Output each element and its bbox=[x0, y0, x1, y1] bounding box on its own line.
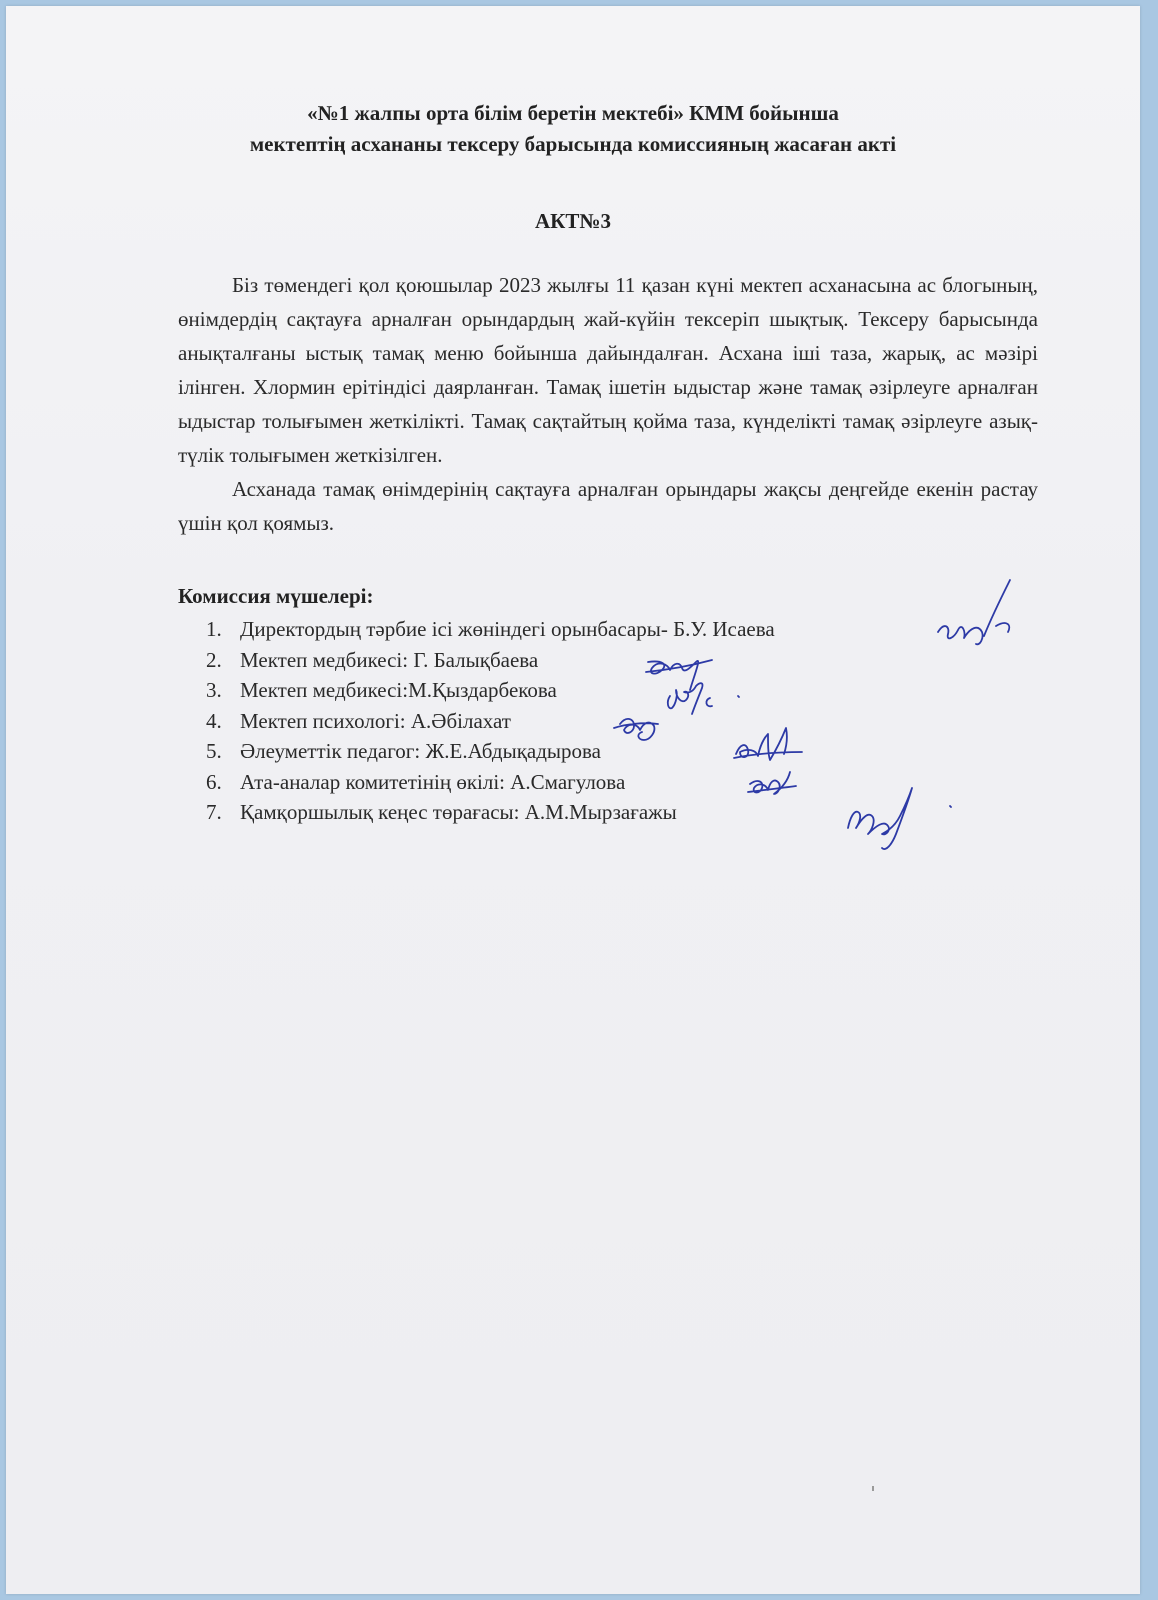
commission-heading: Комиссия мүшелері: bbox=[178, 584, 374, 608]
member-item bbox=[206, 614, 775, 645]
act-body bbox=[178, 268, 1038, 540]
member-item bbox=[206, 736, 775, 767]
signature-7 bbox=[848, 788, 951, 849]
member-item bbox=[206, 675, 775, 706]
paper-mark bbox=[872, 1486, 874, 1491]
member-number: 5. bbox=[206, 739, 222, 763]
signature-1 bbox=[938, 580, 1010, 644]
body-paragraph-1: Біз төмендегі қол қоюшылар 2023 жылғы 11 қазан күні мектеп асханасына ас блогының, өнімдердің сақтауға арналған орындардың жай-күйін тексеріп шықтық. Тексеру барысында анықталғаны ыстық тамақ меню бойынша дайындалған. Асхана іші таза, жарық, ас мәзірі ілінген. Хлормин ерітіндісі даярланған. Тамақ ішетін ыдыстар және тамақ әзірлеуге арналған ыдыстар толығымен жеткілікті. Тамақ сақтайтың қойма таза, күнделікті тамақ әзірлеуге азық-түлік толығымен жеткізілген. bbox=[178, 273, 1038, 467]
member-text: Мектеп медбикесі: Г. Балықбаева bbox=[240, 647, 539, 672]
member-item bbox=[206, 706, 775, 737]
member-item bbox=[206, 645, 775, 676]
member-text: Мектеп психологі: А.Әбілахат bbox=[240, 708, 511, 733]
member-text: Ата-аналар комитетінің өкілі: А.Смагулова bbox=[240, 769, 626, 794]
member-number: 1. bbox=[206, 617, 222, 641]
member-text: Мектеп медбикесі:М.Қыздарбекова bbox=[240, 678, 557, 702]
member-item bbox=[206, 767, 775, 798]
member-text: Әлеуметтік педагог: Ж.Е.Абдықадырова bbox=[240, 739, 601, 763]
member-item bbox=[206, 797, 775, 828]
document-title bbox=[6, 98, 1140, 160]
member-number: 2. bbox=[206, 647, 222, 672]
body-paragraph-2: Асханада тамақ өнімдерінің сақтауға арналған орындары жақсы деңгейде екенін растау үшін қол қоямыз. bbox=[178, 477, 1038, 535]
commission-members-list bbox=[206, 614, 775, 828]
member-number: 6. bbox=[206, 769, 222, 794]
title-line-1: «№1 жалпы орта білім беретін мектебі» КММ бойынша bbox=[307, 101, 839, 125]
member-number: 4. bbox=[206, 708, 222, 733]
member-text: Директордың тәрбие ісі жөніндегі орынбасары- Б.У. Исаева bbox=[240, 617, 775, 641]
document-page bbox=[6, 6, 1140, 1594]
member-text: Қамқоршылық кеңес төрағасы: А.М.Мырзағажы bbox=[240, 800, 677, 824]
member-number: 7. bbox=[206, 800, 222, 824]
act-number: АКТ№3 bbox=[534, 209, 611, 233]
title-line-2: мектептің асхананы тексеру барысында комиссияның жасаған акті bbox=[249, 132, 897, 156]
member-number: 3. bbox=[206, 678, 222, 702]
